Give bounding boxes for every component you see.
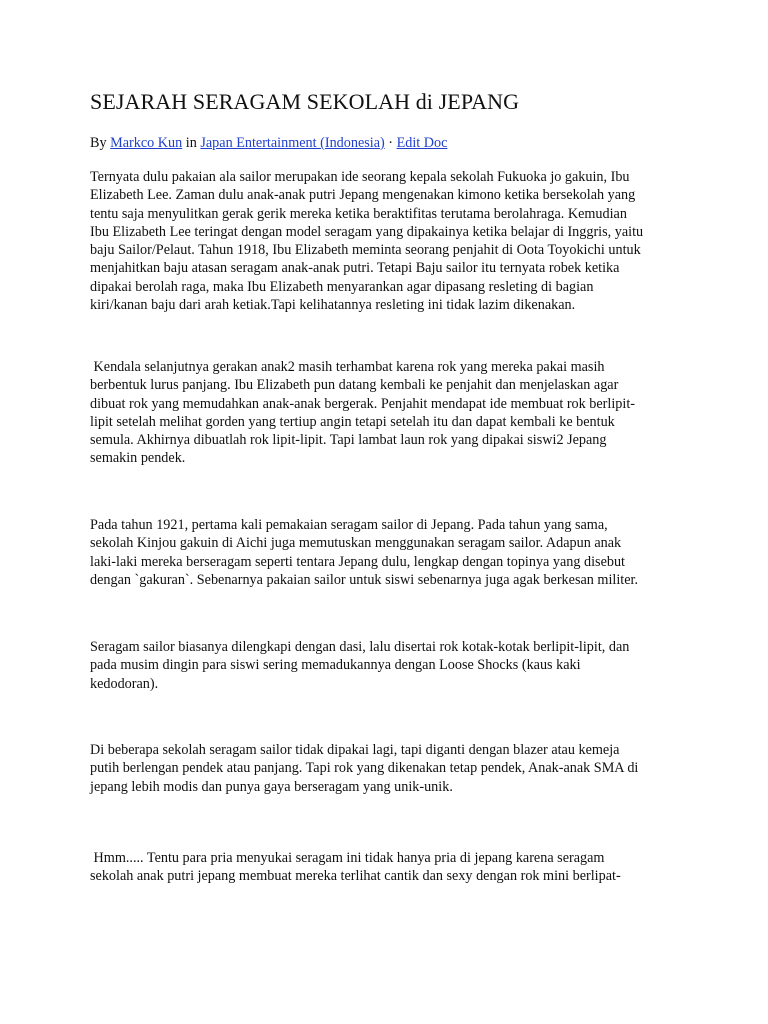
paragraph-line: kiri/kanan baju dari arah ketiak.Tapi kelihatannya resleting ini tidak lazim dikenakan.	[90, 297, 576, 314]
paragraph-line: putih berlengan pendek atau panjang. Tapi rok yang dikenakan tetap pendek, Anak-anak SMA di	[90, 760, 639, 777]
paragraph-line: Di beberapa sekolah seragam sailor tidak dipakai lagi, tapi diganti dengan blazer atau kemeja	[90, 742, 620, 758]
paragraph-line: dengan `gakuran`. Sebenarnya pakaian sailor untuk siswi sebenarnya juga agak berkesan militer.	[90, 571, 638, 588]
edit-doc-link[interactable]: Edit Doc	[396, 135, 448, 151]
paragraph-line: baju Sailor/Pelaut. Tahun 1918, Ibu Elizabeth meminta seorang penjahit di Oota Toyokichi untuk	[90, 242, 641, 259]
paragraph-2	[90, 358, 690, 468]
byline-separator: ·	[388, 135, 394, 151]
paragraph-line: Ternyata dulu pakaian ala sailor merupakan ide seorang kepala sekolah Fukuoka jo gakuin, Ibu	[90, 169, 630, 185]
paragraph-5	[90, 741, 690, 796]
paragraph-line: sekolah Kinjou gakuin di Aichi juga memutuskan menggunakan seragam sailor. Adapun anak	[90, 535, 622, 552]
paragraph-line: semula. Akhirnya dibuatlah rok lipit-lipit. Tapi lambat laun rok yang dipakai siswi2 Jepang	[90, 432, 607, 449]
paragraph-4	[90, 638, 690, 693]
byline-in-label: in	[185, 135, 197, 151]
page-title: SEJARAH SERAGAM SEKOLAH di JEPANG	[90, 89, 520, 114]
category-link[interactable]: Japan Entertainment (Indonesia)	[200, 135, 385, 151]
paragraph-line: tentu saja menyulitkan gerak gerik mereka ketika beraktifitas terutama berolahraga. Kemudian	[90, 205, 627, 222]
paragraph-line: pada musim dingin para siswi sering memadukannya dengan Loose Shocks (kaus kaki	[90, 657, 581, 674]
paragraph-line: Seragam sailor biasanya dilengkapi dengan dasi, lalu disertai rok kotak-kotak berlipit-lipit, dan	[90, 639, 630, 655]
paragraph-line: berbentuk lurus panjang. Ibu Elizabeth pun datang kembali ke penjahit dan menjelaskan agar	[90, 377, 619, 394]
byline	[90, 134, 447, 152]
paragraph-line: laki-laki mereka berseragam seperti tentara Jepang dulu, lengkap dengan topinya yang disebut	[90, 553, 625, 570]
paragraph-line: sekolah anak putri jepang membuat mereka terlihat cantik dan sexy dengan rok mini berlipat-	[90, 868, 621, 885]
paragraph-line: menjahitkan baju atasan seragam anak-anak putri. Tetapi Baju sailor itu ternyata robek ketika	[90, 260, 620, 277]
paragraph-line: dibuat rok yang memudahkan anak-anak bergerak. Penjahit mendapat ide membuat rok berlipit-	[90, 395, 635, 412]
paragraph-line: semakin pendek.	[90, 450, 186, 467]
paragraph-1	[90, 168, 690, 314]
paragraph-line: Elizabeth Lee. Zaman dulu anak-anak putri Jepang mengenakan kimono ketika bersekolah yang	[90, 187, 636, 204]
author-link[interactable]: Markco Kun	[110, 135, 183, 151]
paragraph-line: Hmm..... Tentu para pria menyukai seragam ini tidak hanya pria di jepang karena seragam	[90, 850, 605, 866]
paragraph-line: Ibu Elizabeth Lee teringat dengan model seragam yang dipakainya ketika belajar di Inggris, yaitu	[90, 223, 644, 240]
paragraph-line: dipakai berolah raga, maka Ibu Elizabeth menyarankan agar dipasang resleting di bagian	[90, 278, 594, 295]
paragraph-line: jepang lebih modis dan punya gaya berseragam yang unik-unik.	[90, 778, 453, 795]
paragraph-3	[90, 516, 690, 589]
paragraph-line: Kendala selanjutnya gerakan anak2 masih terhambat karena rok yang mereka pakai masih	[90, 359, 605, 375]
paragraph-line: lipit setelah melihat gorden yang tertiup angin tetapi setelah itu dan dapat kembali ke bentuk	[90, 413, 615, 430]
paragraph-line: kedodoran).	[90, 675, 159, 692]
paragraph-6	[90, 849, 690, 886]
paragraph-line: Pada tahun 1921, pertama kali pemakaian seragam sailor di Jepang. Pada tahun yang sama,	[90, 517, 608, 533]
byline-by-label: By	[90, 135, 107, 151]
